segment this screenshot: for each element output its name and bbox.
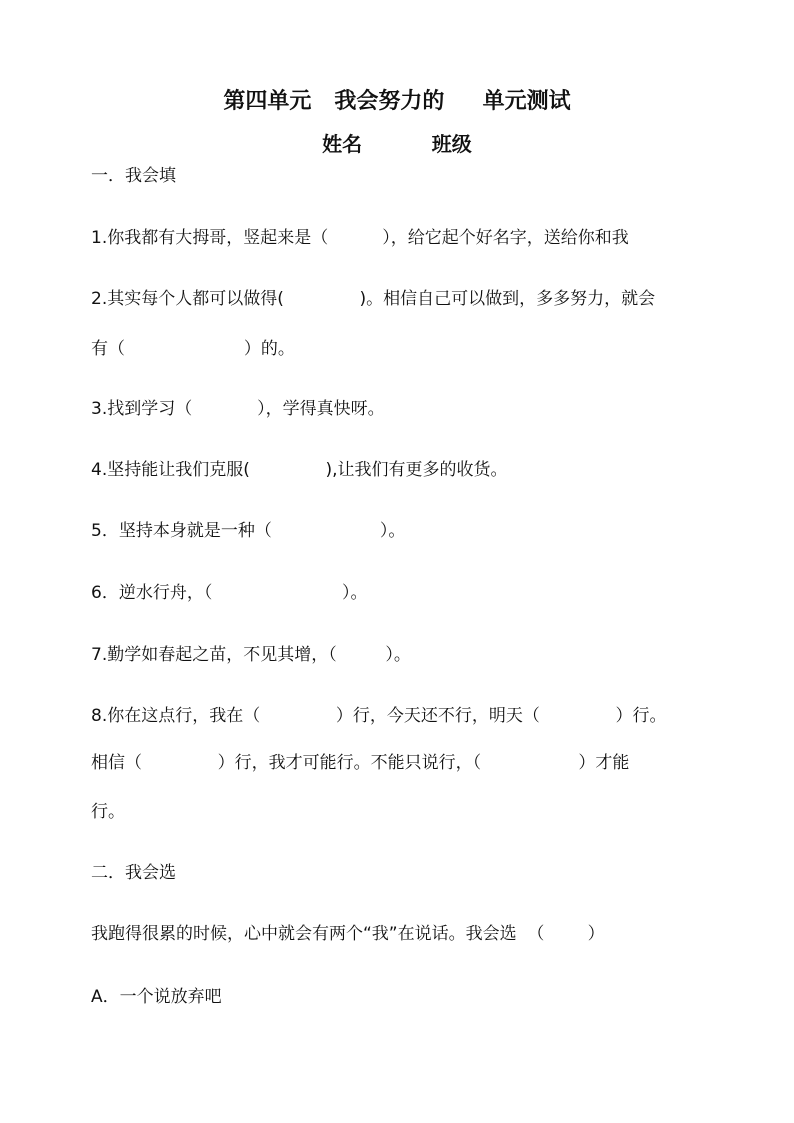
question-2-line-1: 2.其实每个人都可以做得( )。相信自己可以做到，多多努力，就会	[91, 289, 656, 309]
option-a: A．一个说放弃吧	[91, 987, 222, 1007]
question-5: 5．坚持本身就是一种（ ）。	[91, 521, 406, 541]
section-heading-choose: 二．我会选	[91, 863, 176, 883]
section-heading-fill: 一．我会填	[91, 166, 176, 186]
question-3: 3.找到学习（ ），学得真快呀。	[91, 399, 385, 419]
name-class-line: 姓名 班级	[322, 132, 472, 156]
question-4: 4.坚持能让我们克服( ),让我们有更多的收货。	[91, 460, 508, 480]
question-8-line-1: 8.你在这点行，我在（ ）行，今天还不行，明天（ ）行。	[91, 706, 667, 726]
choice-question: 我跑得很累的时候，心中就会有两个“我”在说话。我会选 （ ）	[91, 924, 605, 944]
question-8-line-2: 相信（ ）行，我才可能行。不能只说行，（ ）才能	[91, 753, 630, 773]
question-7: 7.勤学如春起之苗，不见其增，（ ）。	[91, 645, 411, 665]
page-title: 第四单元 我会努力的 单元测试	[223, 89, 571, 114]
question-6: 6．逆水行舟，（ ）。	[91, 583, 368, 603]
question-2-line-2: 有（ ）的。	[91, 339, 295, 359]
question-1: 1.你我都有大拇哥，竖起来是（ ），给它起个好名字，送给你和我	[91, 228, 629, 248]
question-8-line-3: 行。	[91, 802, 125, 822]
